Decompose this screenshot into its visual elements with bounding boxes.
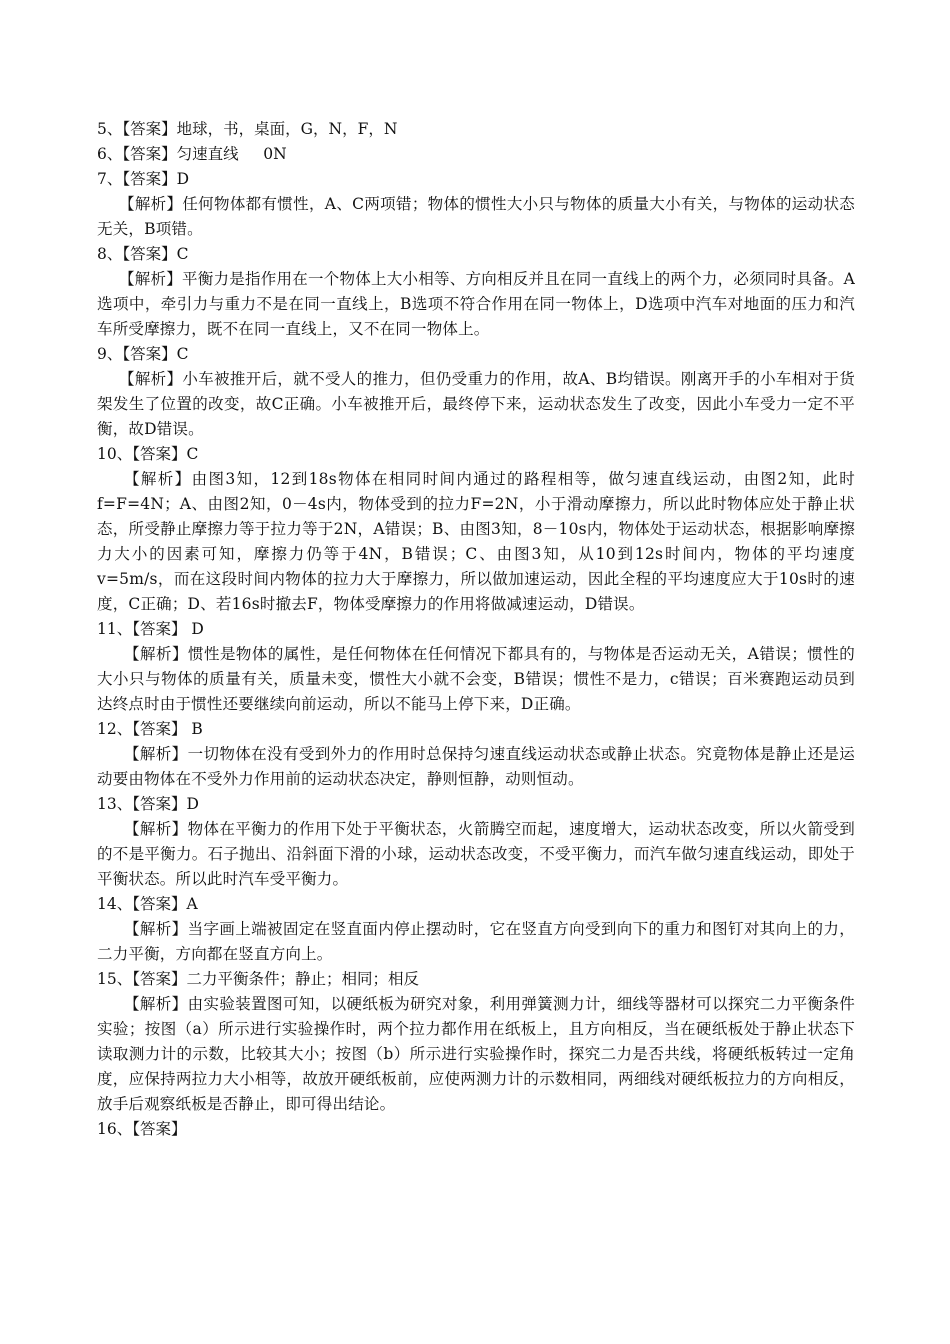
answer-12 xyxy=(97,717,855,742)
answer-text: 【答案】地球，书，桌面，G，N，F，N xyxy=(122,120,398,138)
answer-text: 【答案】 D xyxy=(132,620,204,638)
analysis-12: 【解析】一切物体在没有受到外力的作用时总保持匀速直线运动状态或静止状态。究竟物体是静止还是运动要由物体在不受外力作用前的运动状态决定，静则恒静，动则恒动。 xyxy=(97,745,855,788)
item-number: 15、 xyxy=(97,970,133,988)
item-number: 14、 xyxy=(97,895,133,913)
answer-text: 【答案】C xyxy=(122,245,189,263)
analysis-10: 【解析】由图3知，12到18s物体在相同时间内通过的路程相等，做匀速直线运动，由图2知，此时f=F=4N；A、由图2知，0－4s内，物体受到的拉力F=2N，小于滑动摩擦力，所以此时物体应处于静止状态，所受静止摩擦力等于拉力等于2N，A错误；B、由图3知，8－10s内，物体处于运动状态，根据影响摩擦力大小的因素可知，摩擦力仍等于4N，B错误；C、由图3知，从10到12s时间内，物体的平均速度v=5m/s，而在这段时间内物体的拉力大于摩擦力，所以做加速运动，因此全程的平均速度应大于10s时的速度，C正确；D、若16s时撤去F，物体受摩擦力的作用将做减速运动，D错误。 xyxy=(97,470,855,613)
answer-13 xyxy=(97,792,855,817)
item-number: 12、 xyxy=(97,720,133,738)
item-number: 9、 xyxy=(97,345,123,363)
answer-text: 【答案】匀速直线 0N xyxy=(122,145,287,163)
analysis-13: 【解析】物体在平衡力的作用下处于平衡状态，火箭腾空而起，速度增大，运动状态改变，所以火箭受到的不是平衡力。石子抛出、沿斜面下滑的小球，运动状态改变，不受平衡力，而汽车做匀速直线运动，即处于平衡状态。所以此时汽车受平衡力。 xyxy=(97,820,855,888)
answer-text: 【答案】二力平衡条件；静止；相同；相反 xyxy=(132,970,419,988)
answer-5 xyxy=(97,117,855,142)
item-number: 13、 xyxy=(97,795,133,813)
item-number: 5、 xyxy=(97,120,123,138)
item-number: 10、 xyxy=(97,445,133,463)
answer-10 xyxy=(97,442,855,467)
answer-16 xyxy=(97,1117,855,1142)
answer-text: 【答案】 B xyxy=(132,720,203,738)
analysis-11: 【解析】惯性是物体的属性，是任何物体在任何情况下都具有的，与物体是否运动无关，A错误；惯性的大小只与物体的质量有关，质量未变，惯性大小就不会变，B错误；惯性不是力，c错误；百米赛跑运动员到达终点时由于惯性还要继续向前运动，所以不能马上停下来，D正确。 xyxy=(97,645,855,713)
answer-text: 【答案】A xyxy=(132,895,198,913)
analysis-9: 【解析】小车被推开后，就不受人的推力，但仍受重力的作用，故A、B均错误。刚离开手的小车相对于货架发生了位置的改变，故C正确。小车被推开后，最终停下来，运动状态发生了改变，因此小车受力一定不平衡，故D错误。 xyxy=(97,370,855,438)
answer-text: 【答案】C xyxy=(132,445,199,463)
answer-text: 【答案】D xyxy=(132,795,199,813)
answer-document xyxy=(97,117,855,1142)
analysis-7: 【解析】任何物体都有惯性，A、C两项错；物体的惯性大小只与物体的质量大小有关，与物体的运动状态无关，B项错。 xyxy=(97,195,855,238)
answer-text: 【答案】 xyxy=(132,1120,187,1138)
answer-text: 【答案】D xyxy=(122,170,190,188)
item-number: 11、 xyxy=(97,620,133,638)
item-number: 7、 xyxy=(97,170,123,188)
answer-11 xyxy=(97,617,855,642)
answer-6 xyxy=(97,142,855,167)
answer-9 xyxy=(97,342,855,367)
item-number: 8、 xyxy=(97,245,123,263)
answer-text: 【答案】C xyxy=(122,345,189,363)
item-number: 6、 xyxy=(97,145,123,163)
answer-15 xyxy=(97,967,855,992)
answer-14 xyxy=(97,892,855,917)
analysis-14: 【解析】当字画上端被固定在竖直面内停止摆动时，它在竖直方向受到向下的重力和图钉对其向上的力，二力平衡，方向都在竖直方向上。 xyxy=(97,920,855,963)
analysis-8: 【解析】平衡力是指作用在一个物体上大小相等、方向相反并且在同一直线上的两个力，必须同时具备。A选项中，牵引力与重力不是在同一直线上，B选项不符合作用在同一物体上，D选项中汽车对地面的压力和汽车所受摩擦力，既不在同一直线上，又不在同一物体上。 xyxy=(97,270,855,338)
answer-8 xyxy=(97,242,855,267)
analysis-15: 【解析】由实验装置图可知，以硬纸板为研究对象，利用弹簧测力计，细线等器材可以探究二力平衡条件实验；按图（a）所示进行实验操作时，两个拉力都作用在纸板上，且方向相反，当在硬纸板处于静止状态下读取测力计的示数，比较其大小；按图（b）所示进行实验操作时，探究二力是否共线，将硬纸板转过一定角度，应保持两拉力大小相等，故放开硬纸板前，应使两测力计的示数相同，两细线对硬纸板拉力的方向相反，放手后观察纸板是否静止，即可得出结论。 xyxy=(97,995,855,1113)
answer-7 xyxy=(97,167,855,192)
item-number: 16、 xyxy=(97,1120,133,1138)
